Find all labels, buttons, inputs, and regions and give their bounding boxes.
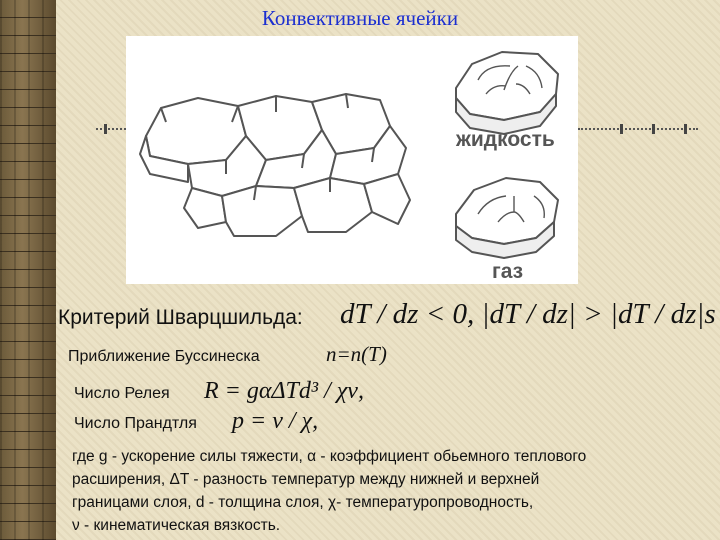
dotted-rule-left xyxy=(96,128,126,132)
description-line: границами слоя, d - толщина слоя, χ- температуропроводность, xyxy=(72,494,534,511)
decorative-side-strip xyxy=(0,0,56,540)
rayleigh-formula: R = gαΔTd³ / χν, xyxy=(204,378,364,404)
boussinesq-formula: n=n(T) xyxy=(326,342,387,366)
honeycomb-cells xyxy=(140,94,410,236)
boussinesq-label: Приближение Буссинеска xyxy=(68,348,260,365)
slide-title: Конвективные ячейки xyxy=(261,6,459,30)
dotted-rule-right xyxy=(578,128,698,132)
gas-cell xyxy=(456,178,558,258)
convection-cells-figure xyxy=(126,36,578,284)
prandtl-label: Число Прандтля xyxy=(74,415,197,432)
description-line: расширения, ΔT - разность температур между нижней и верхней xyxy=(72,471,540,488)
variables-description xyxy=(72,445,712,537)
description-line: ν - кинематическая вязкость. xyxy=(72,517,281,534)
hexagon-cells-illustration xyxy=(126,36,578,284)
schwarzschild-criterion-label: Критерий Шварцшильда: xyxy=(58,306,303,329)
liquid-cell xyxy=(456,52,558,134)
description-line: где g - ускорение силы тяжести, α - коэффициент обьемного теплового xyxy=(72,448,587,465)
rayleigh-label: Число Релея xyxy=(74,385,170,402)
liquid-label: жидкость xyxy=(456,128,555,151)
prandtl-formula: p = ν / χ, xyxy=(232,408,319,434)
gas-label: газ xyxy=(492,260,524,283)
schwarzschild-criterion-formula: dT / dz < 0, |dT / dz| > |dT / dz|s xyxy=(340,298,716,330)
